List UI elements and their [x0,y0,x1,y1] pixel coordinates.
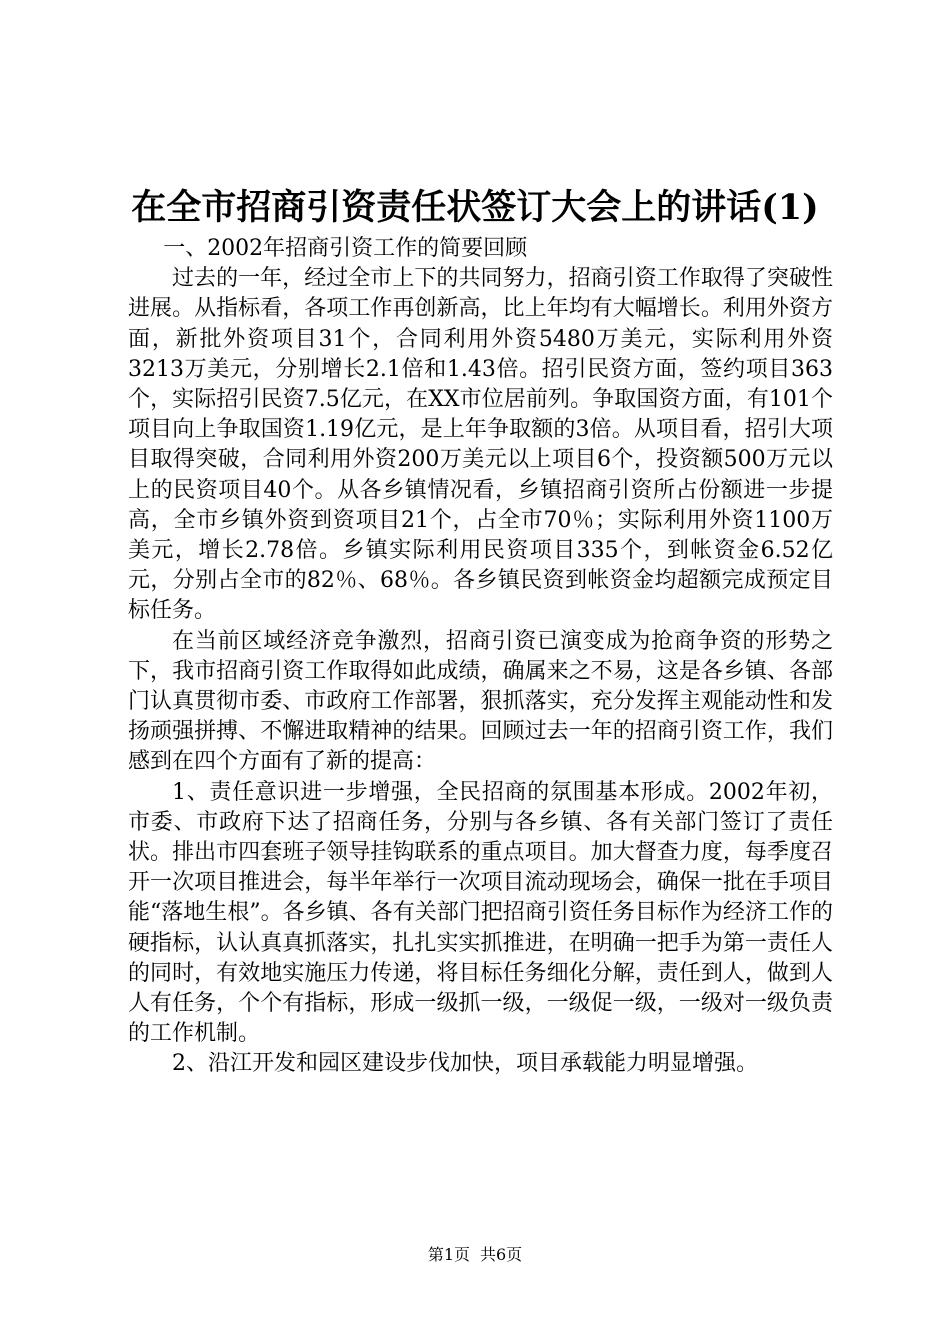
paragraph-review-summary: 过去的一年，经过全市上下的共同努力，招商引资工作取得了突破性进展。从指标看，各项工作再创新高，比上年均有大幅增长。利用外资方面，新批外资项目31个，合同利用外资5480万美元，实际利用外资3213万美元，分别增长2.1倍和1.43倍。招引民资方面，签约项目363个，实际招引民资7.5亿元，在XX市位居前列。争取国资方面，有101个项目向上争取国资1.19亿元，是上年争取额的3倍。从项目看，招引大项目取得突破，合同利用外资200万美元以上项目6个，投资额500万元以上的民资项目40个。从各乡镇情况看，乡镇招商引资所占份额进一步提高，全市乡镇外资到资项目21个，占全市70％；实际利用外资1100万美元，增长2.78倍。乡镇实际利用民资项目335个，到帐资金6.52亿元，分别占全市的82％、68％。各乡镇民资到帐资金均超额完成预定目标任务。 [128,266,833,624]
page-number-total: 共6页 [480,1245,523,1264]
section-heading: 一、2002年招商引资工作的简要回顾 [163,236,528,261]
paragraph-achievement-context: 在当前区域经济竞争激烈，招商引资已演变成为抢商争资的形势之下，我市招商引资工作取得如此成绩，确属来之不易，这是各乡镇、各部门认真贯彻市委、市政府工作部署，狠抓落实，充分发挥主观能动性和发扬顽强拼搏、不懈进取精神的结果。回顾过去一年的招商引资工作，我们感到在四个方面有了新的提高： [128,628,833,775]
document-body [128,234,833,1080]
document-title: 在全市招商引资责任状签订大会上的讲话(1) [131,187,819,228]
page-footer [0,1244,950,1266]
paragraph-riverside-development: 2、沿江开发和园区建设步伐加快，项目承载能力明显增强。 [172,1051,758,1077]
page-number-current: 第1页 [427,1245,470,1264]
paragraph-responsibility: 1、责任意识进一步增强，全民招商的氛围基本形成。2002年初，市委、市政府下达了招商任务，分别与各乡镇、各有关部门签订了责任状。排出市四套班子领导挂钩联系的重点项目。加大督查力度，每季度召开一次项目推进会，每半年举行一次项目流动现场会，确保一批在手项目能“落地生根”。各乡镇、各有关部门把招商引资任务目标作为经济工作的硬指标，认认真真抓落实，扎扎实实抓推进，在明确一把手为第一责任人的同时，有效地实施压力传递，将目标任务细化分解，责任到人，做到人人有任务，个个有指标，形成一级抓一级，一级促一级，一级对一级负责的工作机制。 [128,779,833,1047]
